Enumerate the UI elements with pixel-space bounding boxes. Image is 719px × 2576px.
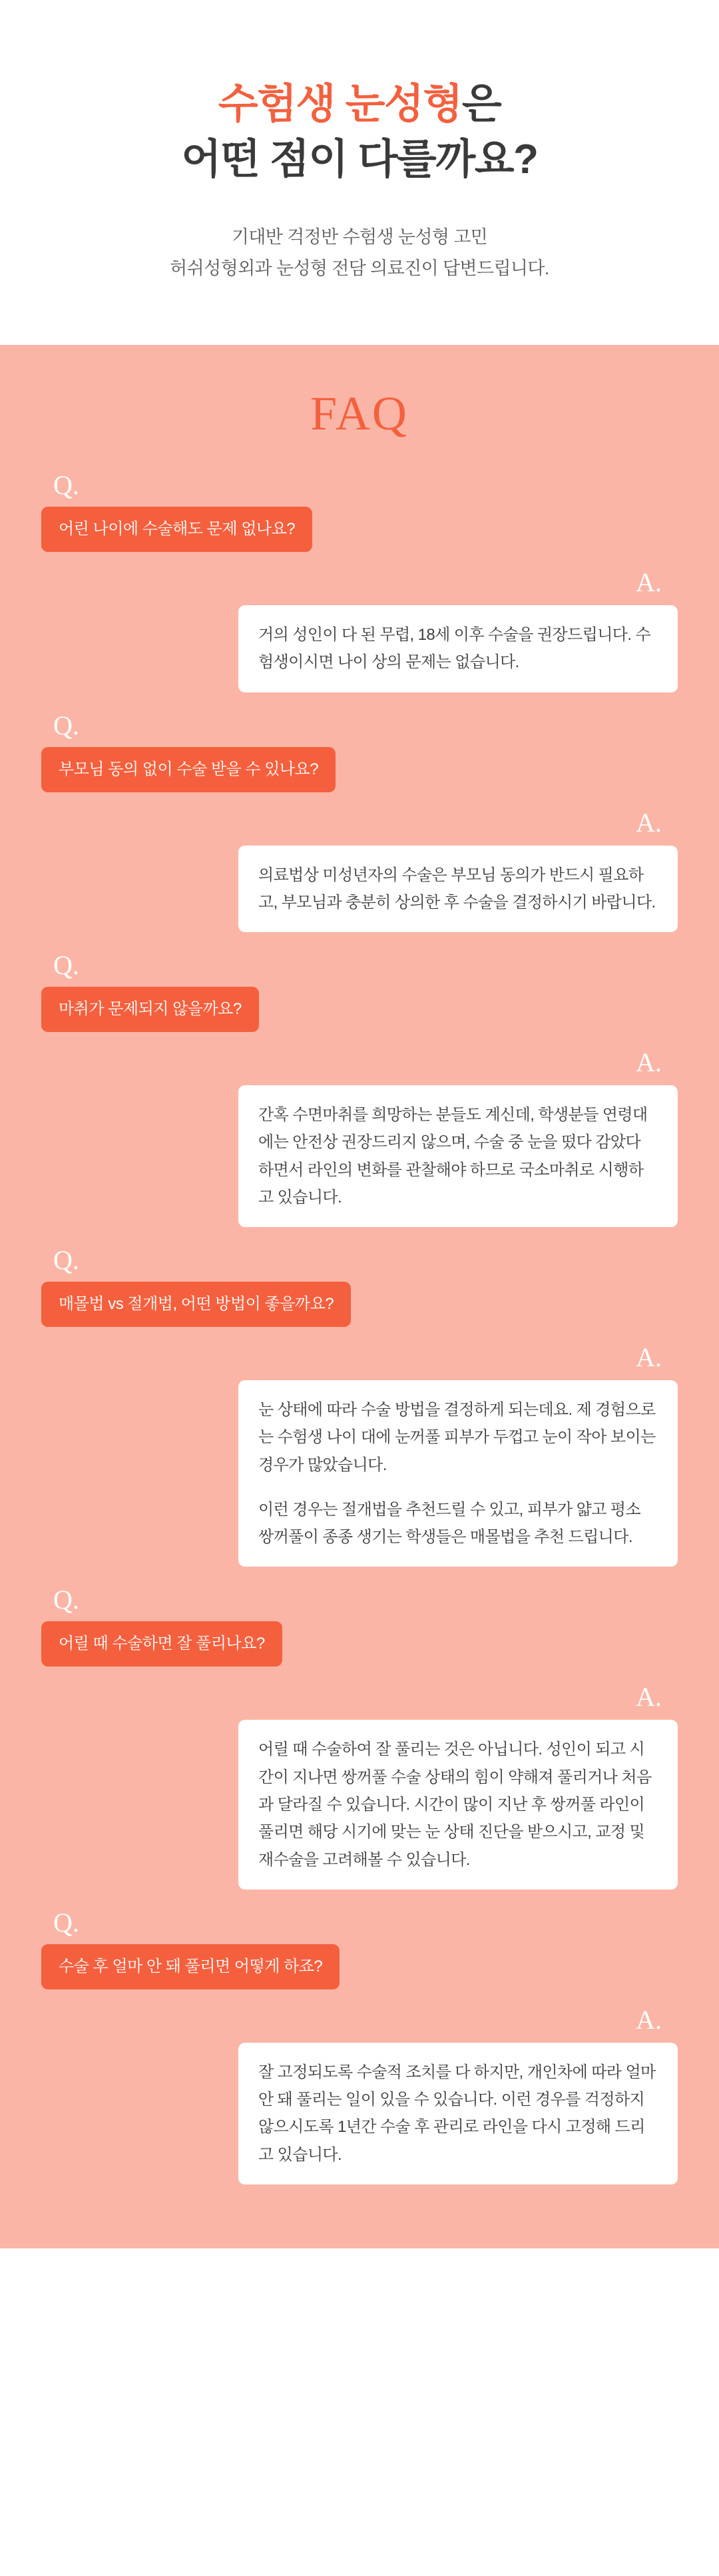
faq-question-bubble: 마취가 문제되지 않을까요? xyxy=(41,987,259,1032)
page-title xyxy=(0,77,719,187)
faq-answer-paragraph: 거의 성인이 다 된 무렵, 18세 이후 수술을 권장드립니다. 수험생이시면 나이 상의 문제는 없습니다. xyxy=(258,626,651,672)
faq-answer-row xyxy=(41,569,678,692)
question-marker: Q. xyxy=(53,710,79,740)
faq-answer-bubble xyxy=(238,605,678,692)
faq-item xyxy=(41,1247,678,1567)
answer-marker: A. xyxy=(636,807,662,838)
hero-spacer xyxy=(0,284,719,345)
faq-answer-row xyxy=(41,1684,678,1889)
faq-item xyxy=(41,1907,678,2185)
faq-answer-paragraph: 의료법상 미성년자의 수술은 부모님 동의가 반드시 필요하고, 부모님과 충분히 상의한 후 수술을 결정하시기 바랍니다. xyxy=(258,866,656,911)
faq-answer-paragraph: 눈 상태에 따라 수술 방법을 결정하게 되는데요. 제 경험으로는 수험생 나이 대에 눈꺼풀 피부가 두껍고 눈이 작아 보이는 경우가 많았습니다. xyxy=(258,1401,656,1474)
question-marker: Q. xyxy=(53,1245,79,1276)
page-title-accent: 수험생 눈성형 xyxy=(218,81,462,127)
faq-question-bubble: 어릴 때 수술하면 잘 풀리나요? xyxy=(41,1621,282,1667)
page-title-line2: 어떤 점이 다를까요? xyxy=(181,136,538,183)
faq-answer-bubble xyxy=(238,1720,678,1889)
faq-answer-bubble xyxy=(238,1380,678,1567)
faq-list xyxy=(0,472,719,2185)
faq-answer-paragraph: 잘 고정되도록 수술적 조치를 다 하지만, 개인차에 따라 얼마 안 돼 풀리는 일이 있을 수 있습니다. 이런 경우를 걱정하지 않으시도록 1년간 수술 후 관리로 라인을 다시 고정해 드리고 있습니다. xyxy=(258,2063,656,2164)
answer-marker: A. xyxy=(636,1047,662,1078)
faq-answer-row xyxy=(41,1344,678,1567)
page-subtitle xyxy=(0,222,719,284)
faq-question-bubble: 어린 나이에 수술해도 문제 없나요? xyxy=(41,507,312,552)
faq-answer-paragraph: 간혹 수면마취를 희망하는 분들도 계신데, 학생분들 연령대에는 안전상 권장드리지 않으며, 수술 중 눈을 떴다 감았다 하면서 라인의 변화를 관찰해야 하므로 국소마취로 시행하고 있습니다. xyxy=(258,1106,648,1206)
question-marker: Q. xyxy=(53,470,79,501)
faq-answer-paragraph: 어릴 때 수술하여 잘 풀리는 것은 아닙니다. 성인이 되고 시간이 지나면 쌍꺼풀 수술 상태의 힘이 약해져 풀리거나 처음과 달라질 수 있습니다. 시간이 많이 지난 후 쌍꺼풀 라인이 풀리면 해당 시기에 맞는 눈 상태 진단을 받으시고, 교정 및 재수술을 고려해볼 수 있습니다. xyxy=(258,1740,652,1869)
page-title-rest: 은 xyxy=(461,81,501,127)
answer-marker: A. xyxy=(636,1342,662,1373)
faq-question-bubble: 매몰법 vs 절개법, 어떤 방법이 좋을까요? xyxy=(41,1282,351,1327)
faq-answer-bubble xyxy=(238,1085,678,1227)
faq-question-bubble: 부모님 동의 없이 수술 받을 수 있나요? xyxy=(41,747,336,792)
answer-marker: A. xyxy=(636,567,662,598)
faq-answer-bubble xyxy=(238,846,678,933)
faq-question-row xyxy=(41,1907,678,1989)
faq-item xyxy=(41,1587,678,1889)
faq-answer-bubble xyxy=(238,2043,678,2185)
faq-question-row xyxy=(41,472,678,552)
faq-answer-row xyxy=(41,2004,678,2185)
hero-section xyxy=(0,0,719,345)
faq-answer-row xyxy=(41,1049,678,1227)
faq-section xyxy=(0,345,719,2248)
faq-question-row xyxy=(41,712,678,792)
answer-marker: A. xyxy=(636,2004,662,2035)
question-marker: Q. xyxy=(53,1907,79,1937)
faq-question-bubble: 수술 후 얼마 안 돼 풀리면 어떻게 하죠? xyxy=(41,1944,340,1989)
faq-answer-row xyxy=(41,807,678,933)
faq-item xyxy=(41,712,678,933)
faq-answer-paragraph: 이런 경우는 절개법을 추천드릴 수 있고, 피부가 얇고 평소 쌍꺼풀이 종종 생기는 학생들은 매몰법을 추천 드립니다. xyxy=(258,1500,641,1547)
faq-item xyxy=(41,952,678,1227)
page-subtitle-line2: 허쉬성형외과 눈성형 전담 의료진이 답변드립니다. xyxy=(170,258,549,278)
faq-item xyxy=(41,472,678,692)
faq-heading: FAQ xyxy=(310,387,409,441)
faq-question-row xyxy=(41,1247,678,1327)
question-marker: Q. xyxy=(53,1585,79,1615)
answer-marker: A. xyxy=(636,1682,662,1712)
faq-question-row xyxy=(41,1587,678,1667)
faq-question-row xyxy=(41,952,678,1032)
question-marker: Q. xyxy=(53,950,79,981)
page-subtitle-line1: 기대반 걱정반 수험생 눈성형 고민 xyxy=(231,227,488,248)
